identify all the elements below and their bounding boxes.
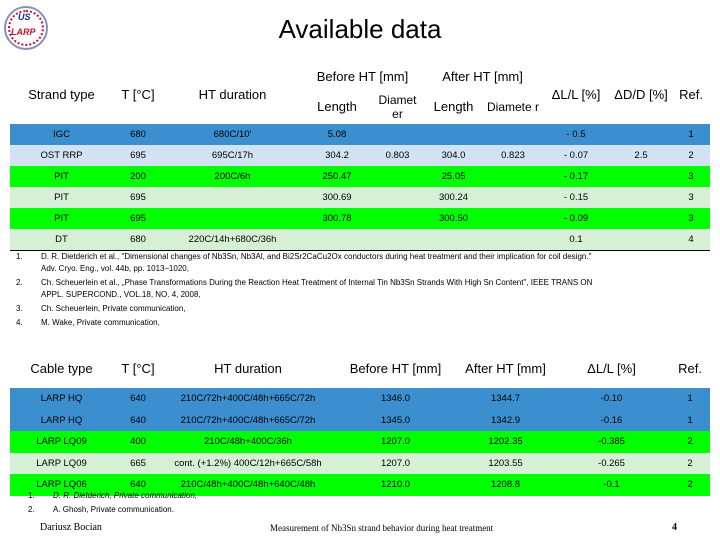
cell-temperature: 695 (113, 187, 163, 208)
ref-number: 4. (16, 318, 23, 327)
cell-cable-type: LARP HQ (10, 388, 113, 410)
cell-ref: 1 (670, 410, 710, 432)
cell-before-ht: 1210.0 (333, 474, 458, 496)
cell-diameter-before (372, 208, 423, 229)
cell-ht-duration (163, 187, 302, 208)
cell-length-after: 25.05 (423, 166, 484, 187)
cell-dl-l: - 0.17 (542, 166, 610, 187)
cell-cable-type: LARP LQ09 (10, 453, 113, 475)
cell-ref: 2 (670, 453, 710, 475)
cell-temperature: 200 (113, 166, 163, 187)
cell-length-after: 304.0 (423, 145, 484, 166)
cell-before-ht: 1346.0 (333, 388, 458, 410)
cell-ref: 3 (672, 166, 710, 187)
table-row (10, 124, 710, 145)
cell-temperature: 680 (113, 229, 163, 250)
cell-length-before: 250.47 (302, 166, 372, 187)
cell-ref: 2 (670, 474, 710, 496)
cell-after-ht: 1344.7 (458, 388, 553, 410)
cell-dl-l: - 0.5 (542, 124, 610, 145)
col-temperature: T [°C] (113, 348, 163, 388)
cell-strand-type: IGC (10, 124, 113, 145)
col-diameter-before: Diamet er (372, 89, 423, 124)
col-ht-duration: HT duration (163, 64, 302, 124)
page-title: Available data (278, 14, 442, 44)
table-row (10, 187, 710, 208)
ref-text: Adv. Cryo. Eng., vol. 44b, pp. 1013–1020, (41, 264, 189, 273)
col-dl-l: ΔL/L [%] (542, 64, 610, 124)
cell-cable-type: LARP LQ06 (10, 474, 113, 496)
cell-ref: 1 (670, 388, 710, 410)
cell-temperature: 665 (113, 453, 163, 475)
footer-title: Measurement of Nb3Sn strand behavior during heat treatment (270, 523, 494, 533)
cell-dl-l: 0.1 (542, 229, 610, 250)
cell-after-ht: 1342.9 (458, 410, 553, 432)
cell-diameter-after (484, 229, 542, 250)
cell-temperature: 695 (113, 145, 163, 166)
cell-dl-l: - 0.07 (542, 145, 610, 166)
cell-length-after (423, 124, 484, 145)
references-strands (16, 251, 716, 331)
cell-dl-l: - 0.09 (542, 208, 610, 229)
table-row (10, 229, 710, 250)
cell-diameter-after (484, 124, 542, 145)
cell-length-after (423, 229, 484, 250)
cell-length-before: 304.2 (302, 145, 372, 166)
cell-strand-type: PIT (10, 208, 113, 229)
cell-diameter-before (372, 187, 423, 208)
cell-before-ht: 1207.0 (333, 431, 458, 453)
cell-dd-d (610, 229, 672, 250)
table-row (10, 388, 710, 410)
cell-dl-l: -0.10 (553, 388, 670, 410)
cell-length-after: 300.24 (423, 187, 484, 208)
cell-ref: 2 (670, 431, 710, 453)
col-strand-type: Strand type (10, 64, 113, 124)
cell-temperature: 400 (113, 431, 163, 453)
table-row (10, 166, 710, 187)
cell-cable-type: LARP HQ (10, 410, 113, 432)
col-dl-l: ΔL/L [%] (553, 348, 670, 388)
cell-dd-d (610, 187, 672, 208)
cell-temperature: 640 (113, 410, 163, 432)
cell-ht-duration: 210C/72h+400C/48h+665C/72h (163, 410, 333, 432)
cell-diameter-before (372, 166, 423, 187)
cell-temperature: 640 (113, 388, 163, 410)
cable-data-table (10, 348, 710, 496)
table-row (10, 431, 710, 453)
cell-cable-type: LARP LQ09 (10, 431, 113, 453)
cell-diameter-after: 0.823 (484, 145, 542, 166)
cell-length-after: 300.50 (423, 208, 484, 229)
cell-dl-l: - 0.15 (542, 187, 610, 208)
col-cable-type: Cable type (10, 348, 113, 388)
cell-ht-duration: 210C/72h+400C/48h+665C/72h (163, 388, 333, 410)
col-before-ht: Before HT [mm] (333, 348, 458, 388)
cell-length-before: 300.78 (302, 208, 372, 229)
cell-diameter-before (372, 124, 423, 145)
cell-dd-d: 2.5 (610, 145, 672, 166)
col-diameter-after: Diamete r (484, 89, 542, 124)
cell-ref: 3 (672, 208, 710, 229)
cell-dl-l: -0.385 (553, 431, 670, 453)
cell-temperature: 640 (113, 474, 163, 496)
page-number: 4 (672, 522, 677, 533)
cell-after-ht: 1202.35 (458, 431, 553, 453)
cell-length-before: 5.08 (302, 124, 372, 145)
footer-author: Dariusz Bocian (40, 522, 102, 533)
cell-strand-type: PIT (10, 187, 113, 208)
logo-text-us: US (18, 12, 31, 22)
cell-diameter-after (484, 187, 542, 208)
ref-number: 3. (16, 304, 23, 313)
ref-number: 1. (16, 252, 23, 261)
cell-ht-duration: 220C/14h+680C/36h (163, 229, 302, 250)
col-after-ht: After HT [mm] (458, 348, 553, 388)
col-ref: Ref. (670, 348, 710, 388)
cell-ref: 4 (672, 229, 710, 250)
col-temperature: T [°C] (113, 64, 163, 124)
cell-temperature: 680 (113, 124, 163, 145)
ref-number: 2. (16, 278, 23, 287)
table-row (10, 208, 710, 229)
cell-length-before: 300.69 (302, 187, 372, 208)
ref-text: D. R. Dietderich, Private communication, (53, 491, 198, 500)
cell-strand-type: PIT (10, 166, 113, 187)
cell-diameter-before (372, 229, 423, 250)
ref-text: APPL. SUPERCOND., VOL.18, NO. 4, 2008, (41, 290, 201, 299)
cell-ht-duration: cont. (+1.2%) 400C/12h+665C/58h (163, 453, 333, 475)
cell-ht-duration: 695C/17h (163, 145, 302, 166)
col-length-after: Length (423, 89, 484, 124)
ref-text: Ch. Scheuerlein et al., „Phase Transformations During the Reaction Heat Treatment of Internal Tin Nb3Sn Strands With High Sn Content", IEEE TRANS ON (41, 278, 593, 287)
cell-dl-l: -0.1 (553, 474, 670, 496)
cell-strand-type: DT (10, 229, 113, 250)
cell-ht-duration: 680C/10' (163, 124, 302, 145)
cell-before-ht: 1207.0 (333, 453, 458, 475)
ref-text: D. R. Dietderich et al., "Dimensional changes of Nb3Sn, Nb3Al, and Bi2Sr2CaCu2Ox conductors during heat treatment and their implication for coil design." (41, 252, 592, 261)
col-before-ht: Before HT [mm] (302, 64, 423, 89)
cell-strand-type: OST RRP (10, 145, 113, 166)
cell-dd-d (610, 124, 672, 145)
col-ref: Ref. (672, 64, 710, 124)
strand-data-table (10, 64, 710, 250)
cell-ref: 3 (672, 187, 710, 208)
cell-dl-l: -0.265 (553, 453, 670, 475)
ref-text: A. Ghosh, Private communication. (53, 505, 174, 514)
cell-diameter-after (484, 166, 542, 187)
cell-ht-duration: 200C/6h (163, 166, 302, 187)
cell-diameter-after (484, 208, 542, 229)
cell-ht-duration: 210C/48h+400C/36h (163, 431, 333, 453)
cell-temperature: 695 (113, 208, 163, 229)
table-row (10, 145, 710, 166)
cell-dl-l: -0.16 (553, 410, 670, 432)
cell-after-ht: 1208.8 (458, 474, 553, 496)
col-ht-duration: HT duration (163, 348, 333, 388)
cell-ht-duration: 210C/48h+400C/48h+640C/48h (163, 474, 333, 496)
col-dd-d: ΔD/D [%] (610, 64, 672, 124)
cell-after-ht: 1203.55 (458, 453, 553, 475)
cell-before-ht: 1345.0 (333, 410, 458, 432)
col-length-before: Length (302, 89, 372, 124)
logo-text-larp: LARP (11, 27, 36, 37)
cell-ht-duration (163, 208, 302, 229)
references-cables (28, 490, 628, 520)
cell-dd-d (610, 166, 672, 187)
ref-number: 2. (28, 505, 35, 514)
col-after-ht: After HT [mm] (423, 64, 542, 89)
cell-ref: 1 (672, 124, 710, 145)
table-row (10, 453, 710, 475)
cell-ref: 2 (672, 145, 710, 166)
ref-number: 1. (28, 491, 35, 500)
ref-text: M. Wake, Private communication, (41, 318, 160, 327)
ref-text: Ch. Scheuerlein, Private communication, (41, 304, 186, 313)
cell-length-before (302, 229, 372, 250)
cell-diameter-before: 0.803 (372, 145, 423, 166)
table-row (10, 410, 710, 432)
cell-dd-d (610, 208, 672, 229)
